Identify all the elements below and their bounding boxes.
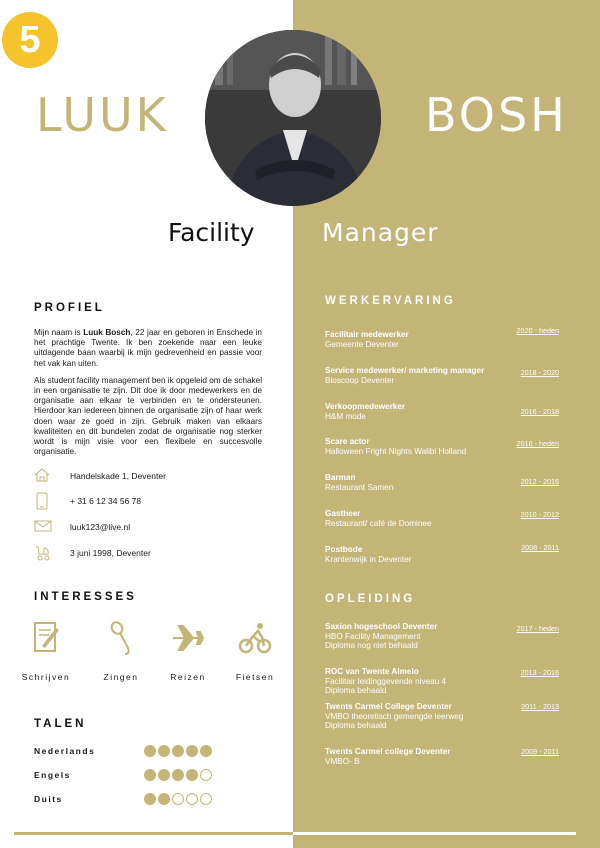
mail-icon: [34, 518, 52, 534]
profile-paragraph-2: Als student facility management ben ik opgeleid om de schakel in een organisatie te zijn. Dit doe ik door medewerkers en de organisatie aan elkaar te verbinden en te ondersteunen. Hierdoor kan iedereen binnen de organisatie zijn of haar werk doen waar ze goed in zijn. Gebruik maken van elkaars kwaliteiten en dit bundelen zodat de organisatie nog sterker wordt is mijn visie voor een flexibele en succesvolle organisatie.: [34, 375, 263, 457]
page-number-badge: 5: [2, 12, 58, 68]
experience-org: Halloween Fright Nights Walibi Holland: [325, 446, 467, 456]
profile-name: Luuk Bosch: [83, 328, 131, 337]
job-title-right: Manager: [322, 218, 439, 247]
microphone-icon: [107, 620, 135, 656]
education-status: Diploma behaald: [325, 686, 387, 695]
level-dot-filled: [186, 769, 198, 781]
level-dot-filled: [158, 793, 170, 805]
interest-singing: [91, 620, 151, 682]
level-dot-filled: [200, 745, 212, 757]
experience-org: Bioscoop Deventer: [325, 375, 395, 385]
footer-rule-right: [293, 832, 576, 835]
level-dot-filled: [186, 745, 198, 757]
level-dot-empty: [186, 793, 198, 805]
contact-address: [34, 467, 274, 487]
experience-org: Krantenwijk in Deventer: [325, 554, 412, 564]
education-title: Twents Carmel college Deventer: [325, 747, 451, 756]
education-date: 2009 - 2011: [521, 747, 559, 756]
contact-phone: [34, 492, 274, 512]
experience-item: [325, 473, 565, 492]
education-item: [325, 622, 565, 651]
level-dot-filled: [158, 745, 170, 757]
level-dot-filled: [158, 769, 170, 781]
education-status: Diploma behaald: [325, 721, 387, 730]
profile-photo: [205, 30, 381, 206]
language-name: Duits: [34, 794, 63, 804]
level-dot-empty: [200, 793, 212, 805]
experience-title: Scare actor: [325, 437, 370, 446]
interest-writing: [16, 620, 76, 682]
contact-email: [34, 518, 274, 538]
education-title: ROC van Twente Almelo: [325, 667, 419, 676]
interest-label: Reizen: [170, 672, 206, 682]
level-dot-filled: [144, 793, 156, 805]
interest-cycling: [225, 620, 285, 682]
level-dot-filled: [172, 745, 184, 757]
experience-title: Service medewerker/ marketing manager: [325, 366, 485, 375]
phone-text: + 31 6 12 34 56 78: [70, 496, 142, 506]
experience-title: Postbode: [325, 545, 363, 554]
experience-item: [325, 509, 565, 528]
profile-heading: PROFIEL: [34, 302, 105, 314]
education-title: Saxion hogeschool Deventer: [325, 622, 438, 631]
education-program: VMBO- B: [325, 756, 360, 766]
interest-label: Zingen: [103, 672, 139, 682]
experience-title: Gastheer: [325, 509, 361, 518]
experience-title: Barman: [325, 473, 356, 482]
first-name: LUUK: [36, 88, 169, 142]
email-text: luuk123@live.nl: [70, 522, 131, 532]
last-name: BOSH: [425, 88, 568, 142]
language-row: [34, 744, 234, 760]
experience-date: 2010 - 2012: [520, 510, 559, 519]
experience-date: 2020 - heden: [516, 326, 559, 335]
experience-heading: WERKERVARING: [325, 295, 456, 307]
education-item: [325, 747, 565, 766]
languages-heading: TALEN: [34, 718, 87, 730]
phone-icon: [34, 492, 50, 510]
experience-date: 2012 - 2016: [520, 477, 559, 486]
contact-birth: [34, 544, 274, 564]
interest-label: Schrijven: [21, 672, 71, 682]
experience-date: 2008 - 2011: [521, 543, 559, 552]
experience-org: H&M mode: [325, 411, 366, 421]
profile-text: [34, 328, 262, 464]
language-level: [144, 744, 214, 762]
education-title: Twents Carmel College Deventer: [325, 702, 452, 711]
experience-date: 2018 - 2020: [520, 368, 559, 377]
address-text: Handelskade 1, Deventer: [70, 471, 166, 481]
language-name: Engels: [34, 770, 71, 780]
level-dot-empty: [172, 793, 184, 805]
portrait-image: [205, 30, 381, 206]
education-date: 2013 - 2016: [520, 668, 559, 677]
education-heading: OPLEIDING: [325, 593, 416, 605]
experience-item: [325, 366, 565, 385]
language-row: [34, 768, 234, 784]
experience-item: [325, 437, 565, 456]
experience-item: [325, 545, 565, 564]
experience-org: Restaurant Samen: [325, 482, 394, 492]
language-level: [144, 792, 214, 810]
cyclist-icon: [238, 620, 272, 656]
level-dot-filled: [144, 745, 156, 757]
experience-date: 2016 - 2018: [520, 407, 559, 416]
language-row: [34, 792, 234, 808]
profile-rest: , 22 jaar en geboren in Enschede in het prachtige Twente. Ik ben zoekende naar een leuke uitdagende baan waarbij ik mijn gedrevenheid en passie voor het vak kan uiten.: [34, 328, 262, 368]
education-date: 2017 - heden: [516, 624, 559, 633]
level-dot-filled: [172, 769, 184, 781]
interest-travel: [158, 620, 218, 682]
airplane-icon: [171, 620, 205, 656]
experience-org: Restaurant/ café de Dominee: [325, 518, 432, 528]
language-level: [144, 768, 214, 786]
level-dot-filled: [144, 769, 156, 781]
interests-heading: INTERESSES: [34, 591, 137, 603]
level-dot-empty: [200, 769, 212, 781]
education-program: Facilitair leidinggevende niveau 4: [325, 676, 447, 686]
language-name: Nederlands: [34, 746, 96, 756]
education-program: VMBO theoretisch gemengde leerweg: [325, 711, 464, 721]
education-date: 2011 - 2013: [521, 702, 559, 711]
experience-item: [325, 402, 565, 421]
experience-org: Gemeente Deventer: [325, 339, 399, 349]
experience-title: Facilitair medewerker: [325, 330, 409, 339]
job-title-left: Facility: [168, 218, 255, 247]
interest-label: Fietsen: [235, 672, 275, 682]
house-icon: [34, 467, 50, 483]
birth-text: 3 juni 1998, Deventer: [70, 548, 151, 558]
education-status: Diploma nog niet behaald: [325, 641, 418, 650]
experience-item: [325, 326, 565, 349]
education-program: HBO Facility Management: [325, 631, 421, 641]
experience-date: 2016 - heden: [516, 439, 559, 448]
education-item: [325, 702, 565, 731]
footer-rule-left: [14, 832, 293, 835]
profile-paragraph-1: [34, 328, 262, 369]
writing-icon: [32, 620, 60, 656]
experience-title: Verkoopmedewerker: [325, 402, 406, 411]
stroller-icon: [34, 544, 52, 562]
education-item: [325, 667, 565, 696]
profile-lead: Mijn naam is: [34, 328, 84, 337]
